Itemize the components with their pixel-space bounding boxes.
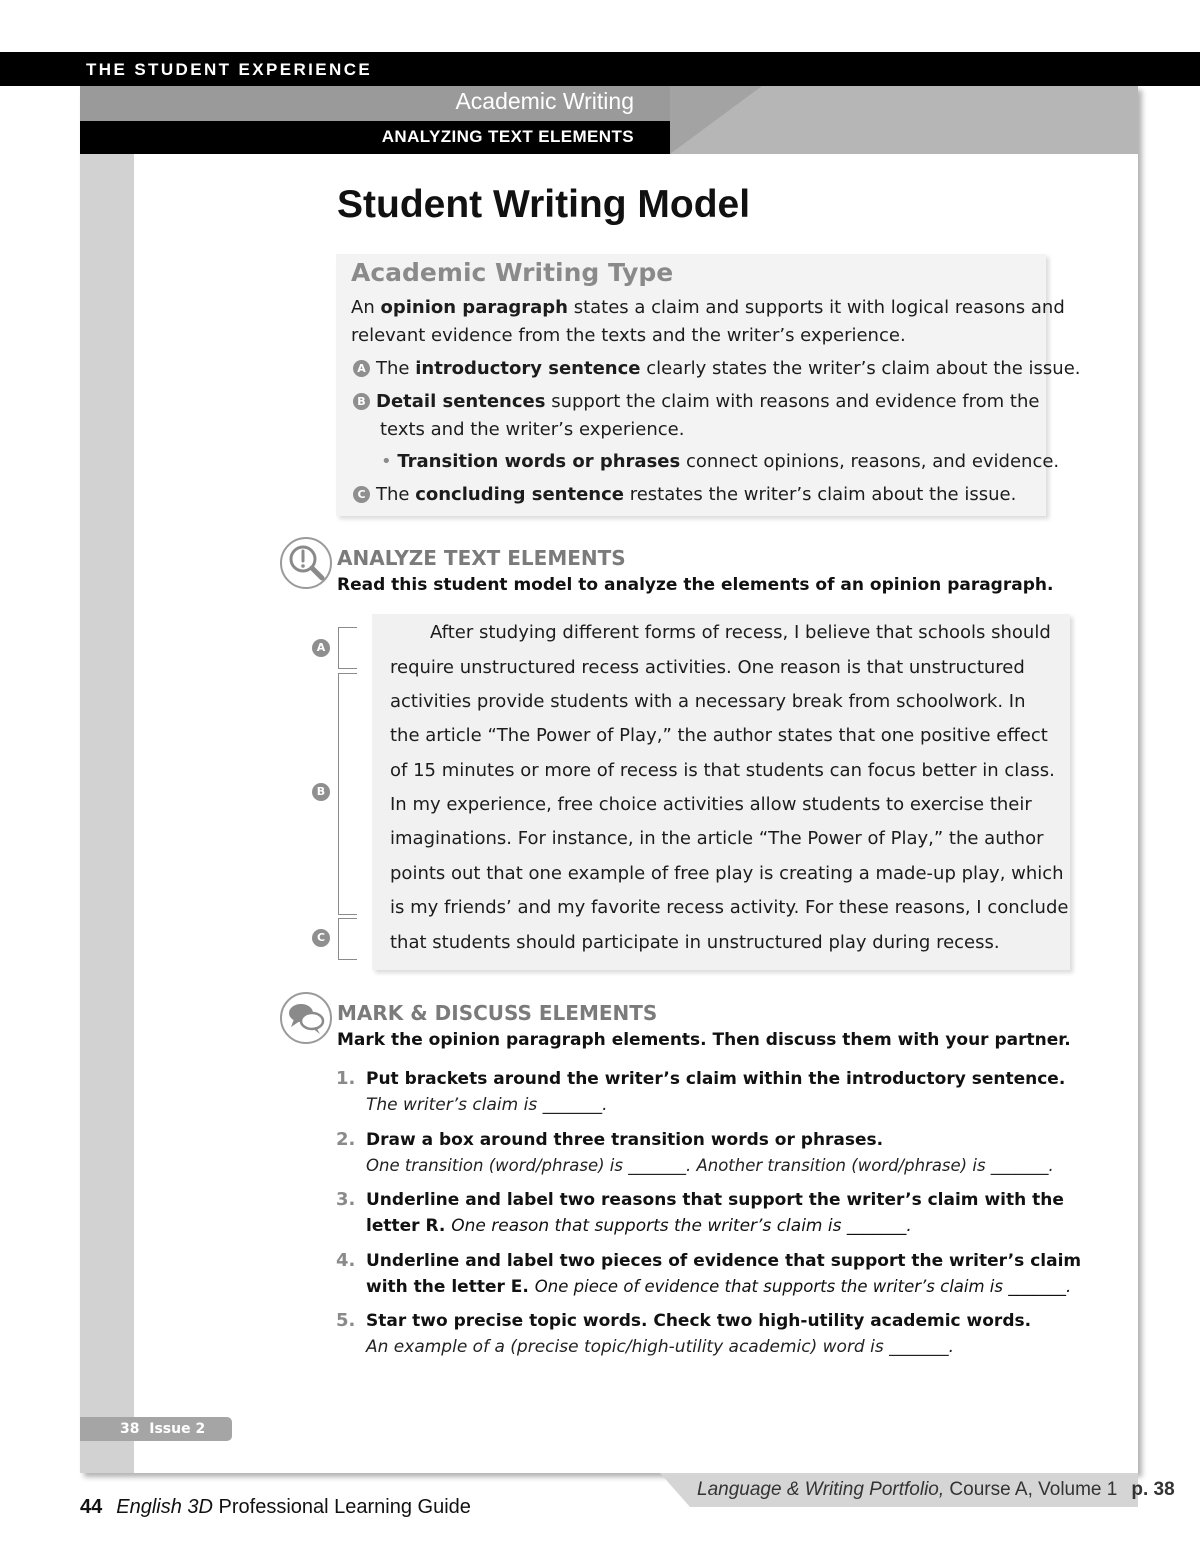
footer-ref-title: Language & Writing Portfolio, bbox=[697, 1479, 945, 1500]
bullet-bold: Transition words or phrases bbox=[397, 451, 681, 472]
footer-ref-course: Course A, Volume 1 bbox=[944, 1479, 1118, 1500]
writing-type-intro bbox=[351, 294, 1065, 322]
step-instruction: Underline and label two reasons that support the writer’s claim with the bbox=[366, 1190, 1064, 1210]
section-label: ANALYZING TEXT ELEMENTS bbox=[381, 127, 634, 146]
top-banner bbox=[0, 52, 1200, 86]
step-number: 5. bbox=[336, 1310, 356, 1331]
analyze-subheading: Read this student model to analyze the elements of an opinion paragraph. bbox=[337, 575, 1054, 595]
label-a-badge: A bbox=[353, 360, 370, 377]
item-c-text: The bbox=[376, 484, 416, 505]
model-line: of 15 minutes or more of recess is that students can focus better in class. bbox=[390, 760, 1055, 781]
model-line: After studying different forms of recess, I believe that schools should bbox=[430, 622, 1051, 643]
item-c-text-post: restates the writer’s claim about the issue. bbox=[623, 484, 1017, 505]
step-instruction-line2 bbox=[366, 1277, 1071, 1297]
intro-bold: opinion paragraph bbox=[380, 297, 568, 318]
footer-page-info bbox=[80, 1496, 471, 1519]
step-number: 2. bbox=[336, 1129, 356, 1150]
speech-bubbles-icon bbox=[280, 992, 332, 1044]
intro-text: An bbox=[351, 297, 381, 318]
model-line: imaginations. For instance, in the article “The Power of Play,” the author bbox=[390, 828, 1044, 849]
item-b-text-post: support the claim with reasons and evidence from the bbox=[545, 391, 1040, 412]
magnifier-exclamation-icon bbox=[280, 537, 332, 589]
writing-type-title: Academic Writing Type bbox=[351, 258, 674, 287]
step-instruction-cont: with the letter E. bbox=[366, 1277, 529, 1297]
page-title: Student Writing Model bbox=[337, 183, 751, 226]
footer-ref-page: p. 38 bbox=[1131, 1479, 1175, 1500]
writing-type-item-b bbox=[353, 388, 1039, 416]
bracket-c bbox=[338, 918, 357, 960]
bullet-text-post: connect opinions, reasons, and evidence. bbox=[680, 451, 1060, 472]
step-number: 4. bbox=[336, 1250, 356, 1271]
step-prompt: One piece of evidence that supports the writer’s claim is _______. bbox=[534, 1277, 1072, 1296]
step-instruction-line2 bbox=[366, 1216, 912, 1236]
step-instruction: Underline and label two pieces of evidence that support the writer’s claim bbox=[366, 1251, 1082, 1271]
model-line: activities provide students with a necessary break from schoolwork. In bbox=[390, 691, 1026, 712]
label-a: A bbox=[312, 639, 330, 657]
step-instruction: Star two precise topic words. Check two high-utility academic words. bbox=[366, 1311, 1032, 1331]
item-b-bold: Detail sentences bbox=[376, 391, 546, 412]
header-slant-shape bbox=[670, 86, 762, 154]
model-line: is my friends’ and my favorite recess activity. For these reasons, I conclude bbox=[390, 897, 1069, 918]
step-number: 3. bbox=[336, 1189, 356, 1210]
label-b-badge: B bbox=[353, 393, 370, 410]
item-a-text: The bbox=[376, 358, 416, 379]
item-a-text-post: clearly states the writer’s claim about the issue. bbox=[640, 358, 1081, 379]
label-c-badge: C bbox=[353, 486, 370, 503]
intro-text-post: states a claim and supports it with logical reasons and bbox=[567, 297, 1065, 318]
model-line: the article “The Power of Play,” the author states that one positive effect bbox=[390, 725, 1048, 746]
writing-type-item-c bbox=[353, 481, 1016, 509]
step-prompt: The writer’s claim is _______. bbox=[366, 1095, 608, 1115]
label-c: C bbox=[312, 929, 330, 947]
bracket-b bbox=[338, 673, 357, 915]
page-number: 44 bbox=[80, 1496, 103, 1518]
step-prompt: An example of a (precise topic/high-utility academic) word is _______. bbox=[366, 1337, 955, 1357]
left-margin-strip bbox=[80, 154, 134, 1473]
writing-type-item-a bbox=[353, 355, 1081, 383]
step-instruction: Draw a box around three transition words or phrases. bbox=[366, 1130, 884, 1150]
mark-subheading: Mark the opinion paragraph elements. Then discuss them with your partner. bbox=[337, 1030, 1071, 1050]
section-tab bbox=[80, 121, 670, 154]
mark-heading: MARK & DISCUSS ELEMENTS bbox=[337, 1001, 658, 1025]
model-line: In my experience, free choice activities allow students to exercise their bbox=[390, 794, 1032, 815]
writing-type-item-b-line2: texts and the writer’s experience. bbox=[380, 419, 685, 440]
book-subtitle: Professional Learning Guide bbox=[212, 1496, 471, 1518]
step-instruction: Put brackets around the writer’s claim within the introductory sentence. bbox=[366, 1069, 1066, 1089]
category-label: Academic Writing bbox=[455, 88, 634, 114]
label-b: B bbox=[312, 783, 330, 801]
step-instruction-cont: letter R. bbox=[366, 1216, 446, 1236]
writing-type-bullet bbox=[381, 448, 1059, 476]
issue-label: 38 Issue 2 bbox=[120, 1421, 206, 1437]
model-line: that students should participate in unstructured play during recess. bbox=[390, 932, 1000, 953]
bullet-dot-icon: • bbox=[381, 451, 392, 472]
item-c-bold: concluding sentence bbox=[415, 484, 624, 505]
banner-label: THE STUDENT EXPERIENCE bbox=[86, 60, 373, 79]
step-prompt: One reason that supports the writer’s claim is _______. bbox=[451, 1216, 912, 1236]
footer-reference bbox=[697, 1479, 1175, 1501]
analyze-heading: ANALYZE TEXT ELEMENTS bbox=[337, 546, 626, 570]
model-line: points out that one example of free play is creating a made-up play, which bbox=[390, 863, 1064, 884]
issue-tab bbox=[80, 1417, 232, 1441]
item-a-bold: introductory sentence bbox=[415, 358, 641, 379]
category-tab bbox=[80, 86, 670, 121]
book-title: English 3D bbox=[116, 1496, 213, 1518]
bracket-a bbox=[338, 627, 357, 669]
writing-type-intro-line2: relevant evidence from the texts and the writer’s experience. bbox=[351, 325, 906, 346]
step-prompt: One transition (word/phrase) is _______. Another transition (word/phrase) is _______. bbox=[366, 1156, 1054, 1175]
step-number: 1. bbox=[336, 1068, 356, 1089]
model-line: require unstructured recess activities. One reason is that unstructured bbox=[390, 657, 1025, 678]
